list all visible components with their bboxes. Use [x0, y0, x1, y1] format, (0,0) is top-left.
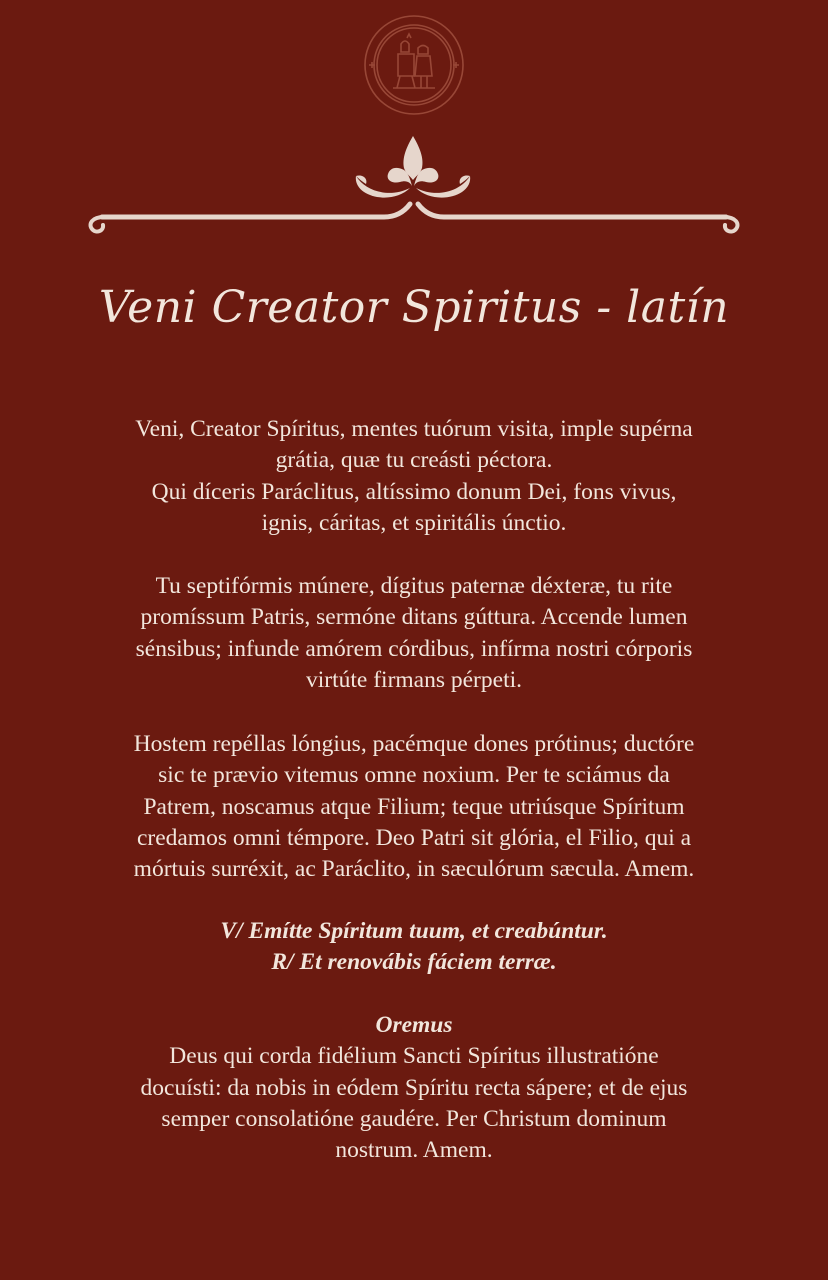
stanza-1 — [80, 414, 748, 539]
prayer-heading: Oremus — [375, 1012, 453, 1038]
text-line: virtúte firmans pérpeti. — [306, 666, 522, 693]
stanza-3 — [80, 729, 748, 885]
closing-prayer — [80, 1010, 748, 1166]
fleur-de-lis-divider-icon — [84, 130, 744, 240]
text-line: Deus qui corda fidélium Sancti Spíritus illustratióne — [169, 1043, 659, 1070]
institutional-seal-icon — [363, 14, 465, 116]
text-line: docuísti: da nobis in eódem Spíritu recta sápere; et de ejus — [140, 1074, 688, 1101]
stanza-2 — [80, 571, 748, 696]
versicle: V/ Emítte Spíritum tuum, et creabúntur. — [220, 918, 608, 944]
page-title: Veni Creator Spiritus - latín — [98, 282, 730, 333]
text-line: Qui díceris Paráclitus, altíssimo donum Dei, fons vivus, — [151, 478, 677, 505]
text-line: credamos omni témpore. Deo Patri sit glória, el Filio, qui a — [136, 824, 692, 851]
text-line: sic te prævio vitemus omne noxium. Per te sciámus da — [158, 762, 670, 789]
text-line: ignis, cáritas, et spiritális únctio. — [261, 509, 567, 536]
text-line: promíssum Patris, sermóne ditans gúttura. Accende lumen — [140, 604, 688, 631]
text-line: Hostem repéllas lóngius, pacémque dones prótinus; ductóre — [133, 731, 695, 757]
text-line: nostrum. Amem. — [335, 1137, 493, 1164]
text-line: Patrem, noscamus atque Filium; teque utriúsque Spíritum — [143, 793, 685, 820]
text-line: sénsibus; infunde amórem córdibus, infírma nostri córporis — [135, 635, 693, 662]
text-line: Veni, Creator Spíritus, mentes tuórum visita, imple supérna — [135, 416, 693, 442]
response: R/ Et renovábis fáciem terræ. — [271, 949, 557, 976]
text-line: grátia, quæ tu creásti péctora. — [275, 447, 553, 474]
text-line: mórtuis surréxit, ac Paráclito, in sæculórum sæcula. Amem. — [133, 856, 695, 883]
text-line: Tu septifórmis múnere, dígitus paternæ déxteræ, tu rite — [155, 573, 673, 599]
versicle-response — [80, 916, 748, 979]
text-line: semper consolatióne gaudére. Per Christum dominum — [161, 1105, 667, 1132]
